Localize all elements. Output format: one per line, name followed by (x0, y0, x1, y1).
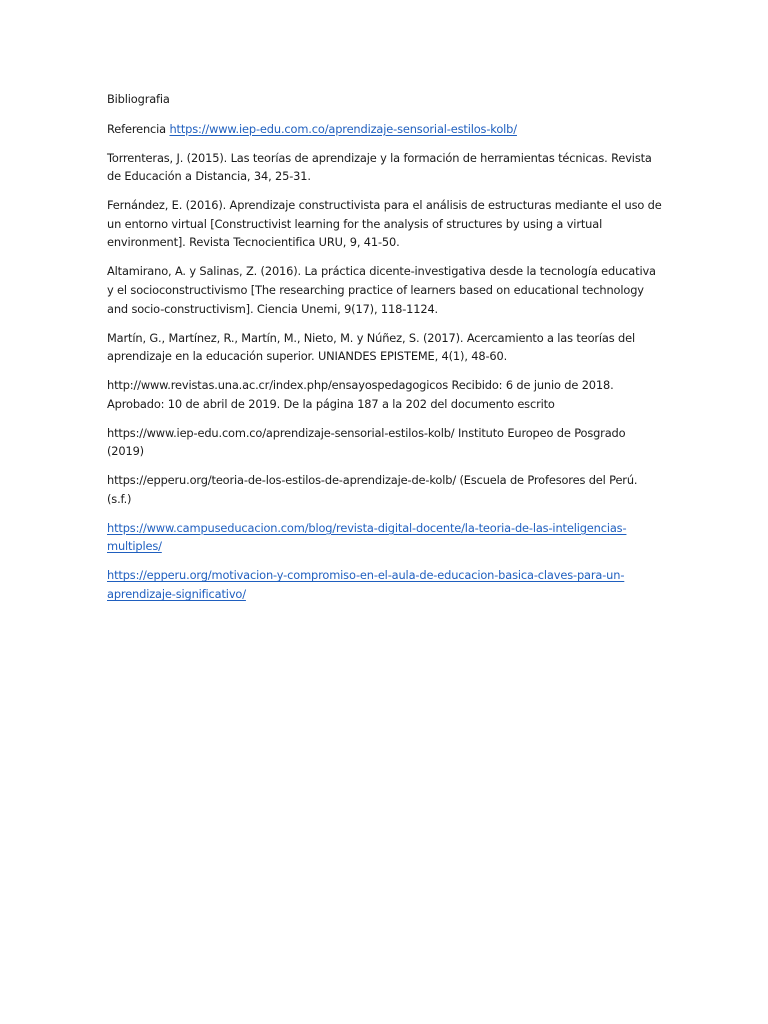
hyperlink-entry (107, 566, 662, 603)
reference-line (107, 120, 662, 139)
epperu-motivacion-link[interactable]: https://epperu.org/motivacion-y-compromiso-en-el-aula-de-educacion-basica-claves-para-un-aprendizaje-significativo/ (107, 568, 625, 601)
document-page (107, 90, 662, 614)
reference-label: Referencia (107, 121, 170, 136)
bibliography-entry: https://www.iep-edu.com.co/aprendizaje-sensorial-estilos-kolb/ Instituto Europeo de Posgrado (2019) (107, 425, 626, 459)
hyperlink-entry (107, 519, 662, 556)
reference-link[interactable]: https://www.iep-edu.com.co/aprendizaje-sensorial-estilos-kolb/ (169, 121, 517, 136)
bibliography-entry: Martín, G., Martínez, R., Martín, M., Nieto, M. y Núñez, S. (2017). Acercamiento a las teorías del aprendizaje en la educación superior. UNIANDES EPISTEME, 4(1), 48-60. (107, 330, 635, 364)
bibliography-heading: Bibliografia (107, 92, 170, 106)
bibliography-entry: http://www.revistas.una.ac.cr/index.php/ensayospedagogicos Recibido: 6 de junio de 2018. Aprobado: 10 de abril de 2019. De la página 187 a la 202 del documento escrito (107, 378, 614, 411)
bibliography-entry: Torrenteras, J. (2015). Las teorías de aprendizaje y la formación de herramientas técnicas. Revista de Educación a Distancia, 34, 25-31. (107, 150, 652, 184)
campuseducacion-link[interactable]: https://www.campuseducacion.com/blog/revista-digital-docente/la-teoria-de-las-inteligencias-multiples/ (107, 520, 627, 554)
bibliography-entry: https://epperu.org/teoria-de-los-estilos-de-aprendizaje-de-kolb/ (Escuela de Profesores del Perú. (s.f.) (107, 473, 638, 506)
bibliography-entry: Fernández, E. (2016). Aprendizaje constructivista para el análisis de estructuras mediante el uso de un entorno virtual [Constructivist learning for the analysis of structures by using a virtual environment]. Revista Tecnocientifica URU, 9, 41-50. (107, 198, 662, 250)
bibliography-entry: Altamirano, A. y Salinas, Z. (2016). La práctica dicente-investigativa desde la tecnología educativa y el socioconstructivismo [The researching practice of learners based on educational technology and socio-constructivism]. Ciencia Unemi, 9(17), 118-1124. (107, 264, 656, 316)
